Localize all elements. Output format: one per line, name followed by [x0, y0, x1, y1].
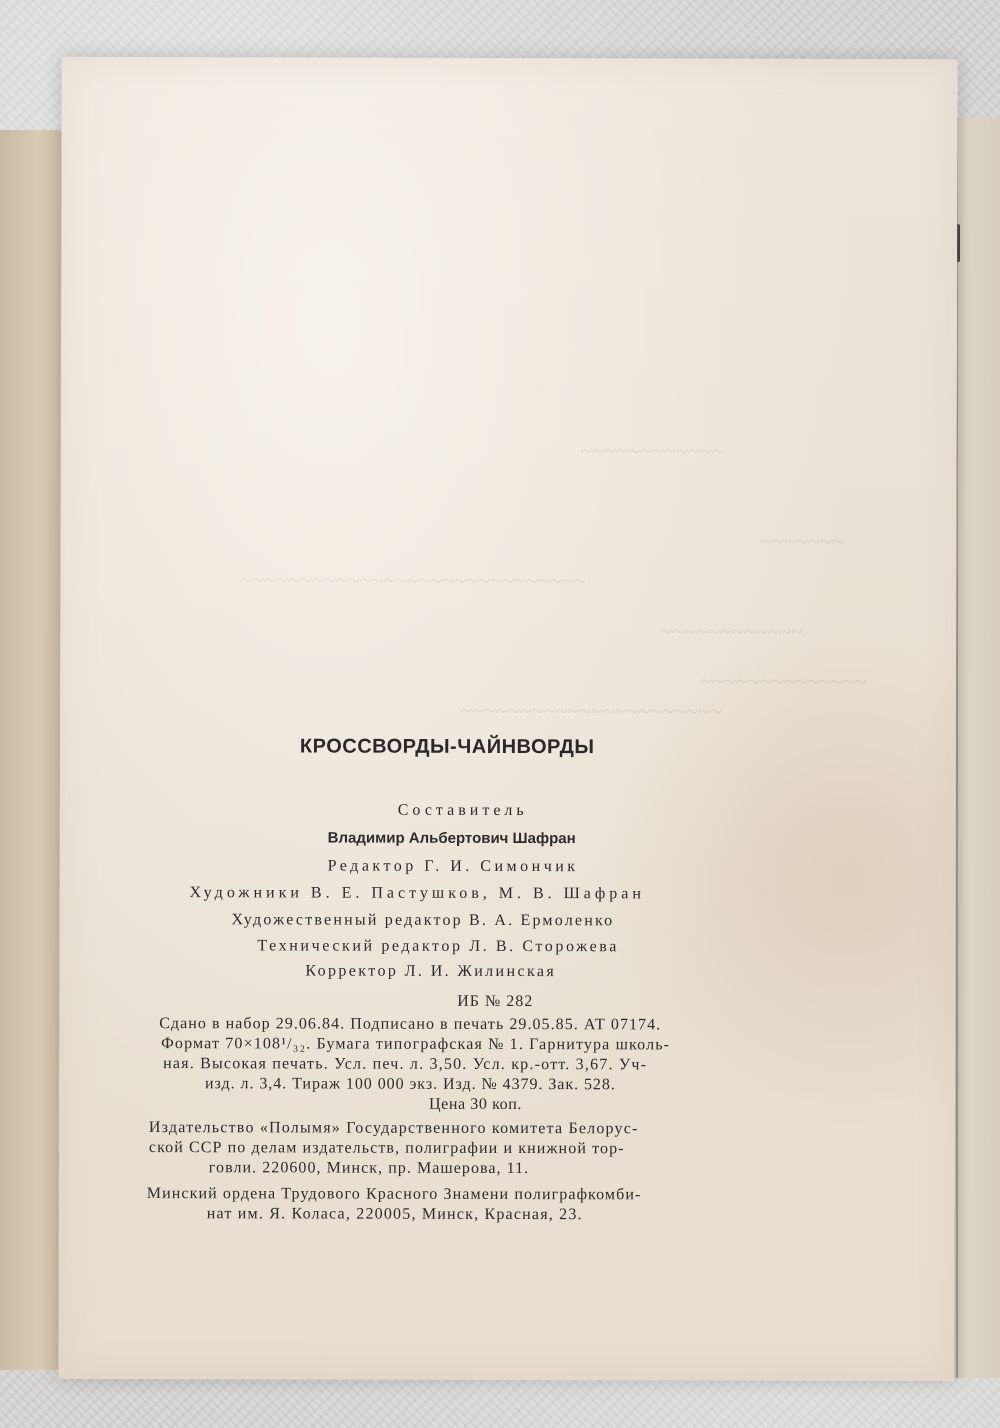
- compiler-label: Составитель: [397, 801, 528, 820]
- showthrough-text: ~~~~~~~~~~~~~~: [700, 668, 867, 694]
- printer-line: Минский ордена Трудового Красного Знамени полиграфкомби-: [146, 1185, 642, 1204]
- publication-detail-line: Сдано в набор 29.06.84. Подписано в печать 29.05.85. АТ 07174.: [159, 1015, 662, 1034]
- price: Цена 30 коп.: [428, 1095, 523, 1114]
- publisher-line: ской ССР по делам издательств, полиграфии и книжной тор-: [148, 1139, 625, 1158]
- showthrough-text: ~~~~~~~~~~~~~~~~~~~~~~: [459, 697, 722, 724]
- publisher-line: говли. 220600, Минск, пр. Машерова, 11.: [208, 1159, 530, 1178]
- showthrough-text: ~~~~~~~~~~~~~~~~~~~~~~~~~~~~~: [240, 567, 586, 594]
- showthrough-text: ~~~~~~~: [760, 528, 844, 554]
- book-page: [58, 57, 957, 1381]
- publisher-line: Издательство «Полымя» Государственного комитета Белорус-: [148, 1119, 639, 1138]
- imprint-content: [58, 57, 957, 1381]
- book-cover-edge: [0, 130, 62, 1370]
- credit-proofreader: Корректор Л. И. Жилинская: [305, 962, 557, 981]
- publication-detail-line: ная. Высокая печать. Усл. печ. л. 3,50. Усл. кр.-отт. 3,67. Уч-: [163, 1055, 648, 1074]
- credit-editor: Редактор Г. И. Симончик: [327, 857, 579, 876]
- printer-line: нат им. Я. Коласа, 220005, Минск, Красная, 23.: [206, 1205, 583, 1224]
- ib-number: ИБ № 282: [457, 992, 534, 1011]
- publication-detail-line: изд. л. 3,4. Тираж 100 000 экз. Изд. № 4379. Зак. 528.: [205, 1075, 616, 1094]
- credit-tech-editor: Технический редактор Л. В. Сторожева: [257, 937, 619, 956]
- book-title: КРОССВОРДЫ-ЧАЙНВОРДЫ: [299, 735, 595, 759]
- showthrough-text: ~~~~~~~~~~~~: [580, 438, 724, 464]
- credit-artists: Художники В. Е. Пастушков, М. В. Шафран: [189, 884, 645, 903]
- credit-art-editor: Художественный редактор В. А. Ермоленко: [231, 911, 615, 930]
- compiler-name: Владимир Альбертович Шафран: [327, 829, 576, 848]
- publication-detail-line: Формат 70×108¹/₃₂. Бумага типографская № 1. Гарнитура школь-: [161, 1035, 671, 1054]
- showthrough-text: ~~~~~~~~~~~~: [660, 618, 804, 644]
